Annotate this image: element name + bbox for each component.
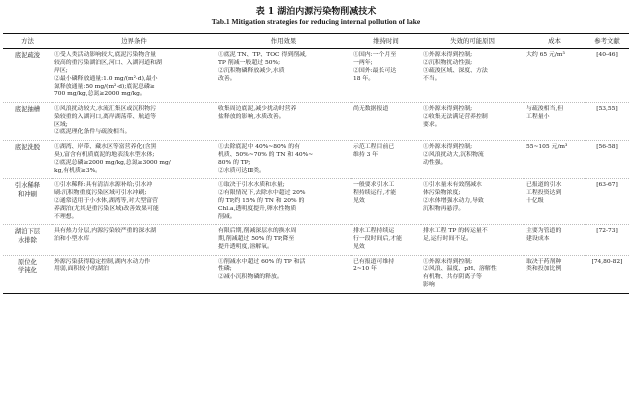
cell-line: 原位化 xyxy=(18,258,37,266)
cell-method xyxy=(3,225,52,255)
cell-line: 染较重的入湖河口,离岸湖荡带、航道等 xyxy=(54,113,157,120)
cell-boundary-conditions xyxy=(52,225,216,255)
cell-line: 有限后期,削减深层水的换水周 xyxy=(218,228,297,235)
cell-line: 建设成本 xyxy=(526,236,550,243)
cell-line: 学钝化 xyxy=(18,266,37,274)
cell-line: ①取决于引水水质和水量; xyxy=(218,182,285,189)
cell-failure-reasons xyxy=(421,225,524,255)
cell-line: 工程投资达到 xyxy=(526,190,562,197)
cell-references xyxy=(585,225,629,255)
cell-line: 刷:沉积物重度污染区域可引水冲刷; xyxy=(54,190,147,197)
cell-line: 性磷; xyxy=(218,266,232,273)
cell-line: 取决于药剂种 xyxy=(526,258,562,265)
cell-line: 和冲刷 xyxy=(18,190,37,198)
cell-line: 区域; xyxy=(54,121,68,128)
cell-line: 水排除 xyxy=(18,236,37,244)
cell-line: 底泥疏浚 xyxy=(14,52,41,60)
cell-method xyxy=(3,141,52,179)
cell-line: ①外源未得到控制; xyxy=(423,144,473,151)
cell-line: 削减。 xyxy=(218,213,236,220)
cell-line: 已报道的引水 xyxy=(526,182,562,189)
cell-line: 外源污染获得稳定控制,湖内水动力作 xyxy=(54,258,151,265)
cell-line: ①湖湾、岸带、藏水区等富营养化(含黑 xyxy=(54,144,157,151)
cell-references xyxy=(585,49,629,103)
cell-line: ①受人类活动影响较大,底泥污染物含量 xyxy=(54,52,157,59)
cell-cost xyxy=(524,255,585,293)
cell-failure-reasons xyxy=(421,255,524,293)
cell-failure-reasons xyxy=(421,141,524,179)
cell-line: 体污染物浓度; xyxy=(423,190,461,197)
cell-line: 80% 的 TP; xyxy=(218,159,251,166)
cell-line: 底泥抽槽 xyxy=(14,106,41,114)
column-header-cost: 成本 xyxy=(548,37,561,45)
cell-method xyxy=(3,49,52,103)
cell-cost xyxy=(524,141,585,179)
cell-line: 岸区; xyxy=(54,68,68,75)
cell-line: ③疏浚区域、深度、方法 xyxy=(423,68,488,75)
cell-line: ②沉积物磷释放减少,水质 xyxy=(218,68,285,75)
cell-line: ①外源未得到控制; xyxy=(423,106,473,113)
cell-boundary-conditions xyxy=(52,103,216,141)
cell-effect xyxy=(216,141,351,179)
cell-line: 55~105 元/m³ xyxy=(526,144,568,151)
cell-line: 700 mg/kg,总氮≥2000 mg/kg。 xyxy=(54,91,146,98)
cell-effect xyxy=(216,255,351,293)
cell-line: 引水稀释 xyxy=(14,182,41,190)
cell-line: [74,80-82] xyxy=(591,258,623,265)
cell-line: 排水工程持续运 xyxy=(353,228,395,235)
cell-line: ②国外:最长可达 xyxy=(353,68,397,75)
cell-line: 期,削减超过 50% 的 TP,降至 xyxy=(218,236,295,243)
table-caption-zh: 表 1 湖泊内源污染物削减技术 xyxy=(255,7,377,17)
cell-line: 沉积物再悬浮。 xyxy=(423,205,465,212)
cell-line: 足,运行时间不足。 xyxy=(423,236,472,243)
cell-boundary-conditions xyxy=(52,179,216,225)
cell-line: ①削减水中超过 60% 的 TP 和活 xyxy=(218,258,306,265)
column-header-effect: 作用效果 xyxy=(270,37,297,45)
cell-cost xyxy=(524,49,585,103)
cell-line: 十亿级 xyxy=(526,197,544,204)
cell-line: 盐释放的影响,水质改善。 xyxy=(218,113,285,120)
cell-line: 程持续运行,才能 xyxy=(353,190,397,197)
cell-line: 尚无数据报道 xyxy=(353,106,389,113)
cell-line: 较高的重污染湖泊区,河口、入湖河道和湖 xyxy=(54,60,162,67)
cell-line: 收集周边底泥,减少扰动时营养 xyxy=(218,106,297,113)
cell-boundary-conditions xyxy=(52,141,216,179)
cell-effect xyxy=(216,49,351,103)
cell-line: ②底泥理化条件与疏浚相当。 xyxy=(54,129,131,136)
cell-line: 提升透明度,溶解氧。 xyxy=(218,243,273,250)
cell-line: 不当。 xyxy=(423,75,441,82)
cell-line: 行一段时间后,才能 xyxy=(353,236,402,243)
table-body xyxy=(3,49,629,293)
cell-references xyxy=(585,179,629,225)
cell-line: 不理想。 xyxy=(54,213,78,220)
cell-line: 的 TP,约 15% 的 TN 和 20% 的 xyxy=(218,197,305,204)
cell-references xyxy=(585,103,629,141)
column-header-method: 方法 xyxy=(21,37,34,45)
cell-line: 主要为管道的 xyxy=(526,228,562,235)
cell-line: ②风浪、温度、pH、溶解性 xyxy=(423,266,497,273)
column-header-failure: 失效的可能原因 xyxy=(450,37,495,45)
cell-line: 泊和小型水库 xyxy=(54,236,90,243)
cell-line: 用弱,面积较小的湖泊 xyxy=(54,266,109,273)
cell-line: 机质、50%~70% 的 TN 和 40%~ xyxy=(218,152,314,159)
table-row xyxy=(3,225,629,255)
cell-line: [40-46] xyxy=(596,52,618,59)
cell-line: 湖泊下层 xyxy=(14,228,41,236)
cell-line: 见效 xyxy=(353,197,365,204)
cell-line: 类和投加比例 xyxy=(526,266,562,273)
column-header-refs: 参考文献 xyxy=(594,37,620,45)
cell-line: 改善。 xyxy=(218,75,236,82)
cell-line: TP 削减一般超过 50%; xyxy=(218,60,281,67)
cell-line: 具有热力分层,内源污染较严重的深水湖 xyxy=(54,228,157,235)
cell-line: ①引水量未有效削减水 xyxy=(423,182,482,189)
cell-effect xyxy=(216,179,351,225)
cell-line: ①国内:一个月至 xyxy=(353,52,397,59)
cell-line: ②风浪扰动大,沉积物流 xyxy=(423,152,484,159)
cell-line: 氮释放通量:50 mg/(m²·d);底泥总磷≥ xyxy=(54,83,155,90)
cell-line: [72-73] xyxy=(596,228,618,235)
cell-cost xyxy=(524,225,585,255)
cell-line: ②通常适用于小水体,湖湾等,对大型富营 xyxy=(54,197,158,204)
table-row xyxy=(3,49,629,103)
cell-line: ②最小磷释放通量:1.0 mg/(m²·d),最小 xyxy=(54,75,158,82)
table-row xyxy=(3,141,629,179)
column-header-duration: 维持时间 xyxy=(373,37,399,45)
cell-boundary-conditions xyxy=(52,255,216,293)
cell-failure-reasons xyxy=(421,49,524,103)
cell-failure-reasons xyxy=(421,179,524,225)
cell-line: 18 年。 xyxy=(353,75,375,82)
cell-line: 臭),富含有机质底泥的地表浅水型水体; xyxy=(54,152,155,159)
cell-line: 一般要求引水工 xyxy=(353,182,395,189)
cell-line: 动性强。 xyxy=(423,159,447,166)
cell-method xyxy=(3,255,52,293)
cell-duration xyxy=(351,179,421,225)
cell-line: ①外源未得到控制; xyxy=(423,258,473,265)
cell-line: 示范工程目前已 xyxy=(353,144,395,151)
column-header-boundary: 边界条件 xyxy=(121,37,147,45)
cell-line: 维持 3 年 xyxy=(353,152,379,159)
cell-line: 见效 xyxy=(353,243,365,250)
cell-line: ①引水稀释:具有清洁水源补给;引水冲 xyxy=(54,182,153,189)
cell-boundary-conditions xyxy=(52,49,216,103)
table-row xyxy=(3,255,629,293)
cell-duration xyxy=(351,225,421,255)
cell-line: 一两年; xyxy=(353,60,373,67)
cell-line: 工程量小 xyxy=(526,113,550,120)
cell-line: 影响 xyxy=(423,281,435,288)
table-row xyxy=(3,103,629,141)
cell-line: ①风浪扰动较大,水流汇集区或沉积物污 xyxy=(54,106,157,113)
cell-line: ②收集无法满足营养控制 xyxy=(423,113,488,120)
cell-cost xyxy=(524,103,585,141)
cell-line: 底泥洗脱 xyxy=(14,144,41,152)
mitigation-table xyxy=(3,33,629,294)
table-row xyxy=(3,179,629,225)
cell-line: 要求。 xyxy=(423,121,441,128)
cell-line: 养湖泊(尤其是重污染区域)改善效果可能 xyxy=(54,205,159,212)
cell-line: [63-67] xyxy=(596,182,618,189)
table-header-row xyxy=(3,34,629,49)
cell-line: [56-58] xyxy=(596,144,618,151)
cell-effect xyxy=(216,225,351,255)
cell-line: 排水工程 TP 的转运量不 xyxy=(423,228,488,235)
table-caption-en: Tab.1 Mitigation strategies for reducing internal pollution of lake xyxy=(211,17,421,26)
cell-effect xyxy=(216,103,351,141)
cell-line: ①去除底泥中 40%~80% 的有 xyxy=(218,144,300,151)
cell-duration xyxy=(351,255,421,293)
cell-line: ②水体增强水动力,导致 xyxy=(423,197,484,204)
cell-line: ①外源未得到控制; xyxy=(423,52,473,59)
cell-line: ②沉积物扰动性强; xyxy=(423,60,473,67)
cell-method xyxy=(3,103,52,141)
cell-line: 与疏浚相当,但 xyxy=(526,106,564,113)
cell-line: 大约 65 元/m³ xyxy=(526,52,565,59)
cell-references xyxy=(585,141,629,179)
cell-cost xyxy=(524,179,585,225)
cell-failure-reasons xyxy=(421,103,524,141)
cell-line: ②水质可达Ⅲ类。 xyxy=(218,167,265,174)
cell-duration xyxy=(351,141,421,179)
cell-line: ①底泥 TN、TP、TOC 得到削减, xyxy=(218,52,307,59)
cell-method xyxy=(3,179,52,225)
cell-line: Chl.a,透明度提升,卵水性物质 xyxy=(218,205,297,212)
cell-line: ②减小沉积物磷的释放。 xyxy=(218,274,283,281)
cell-line: 2~10 年 xyxy=(353,266,377,273)
cell-duration xyxy=(351,103,421,141)
cell-line: kg,有机质≥3%。 xyxy=(54,167,102,174)
cell-line: ②底泥总磷≥2000 mg/kg,总氮≥3000 mg/ xyxy=(54,159,171,166)
cell-line: [53,55] xyxy=(596,106,618,113)
cell-references xyxy=(585,255,629,293)
cell-line: 已有报道可维持 xyxy=(353,258,395,265)
cell-duration xyxy=(351,49,421,103)
cell-line: 有机物、共存阴离子等 xyxy=(423,274,482,281)
cell-line: ②有限情况下,去除水中超过 20% xyxy=(218,190,306,197)
